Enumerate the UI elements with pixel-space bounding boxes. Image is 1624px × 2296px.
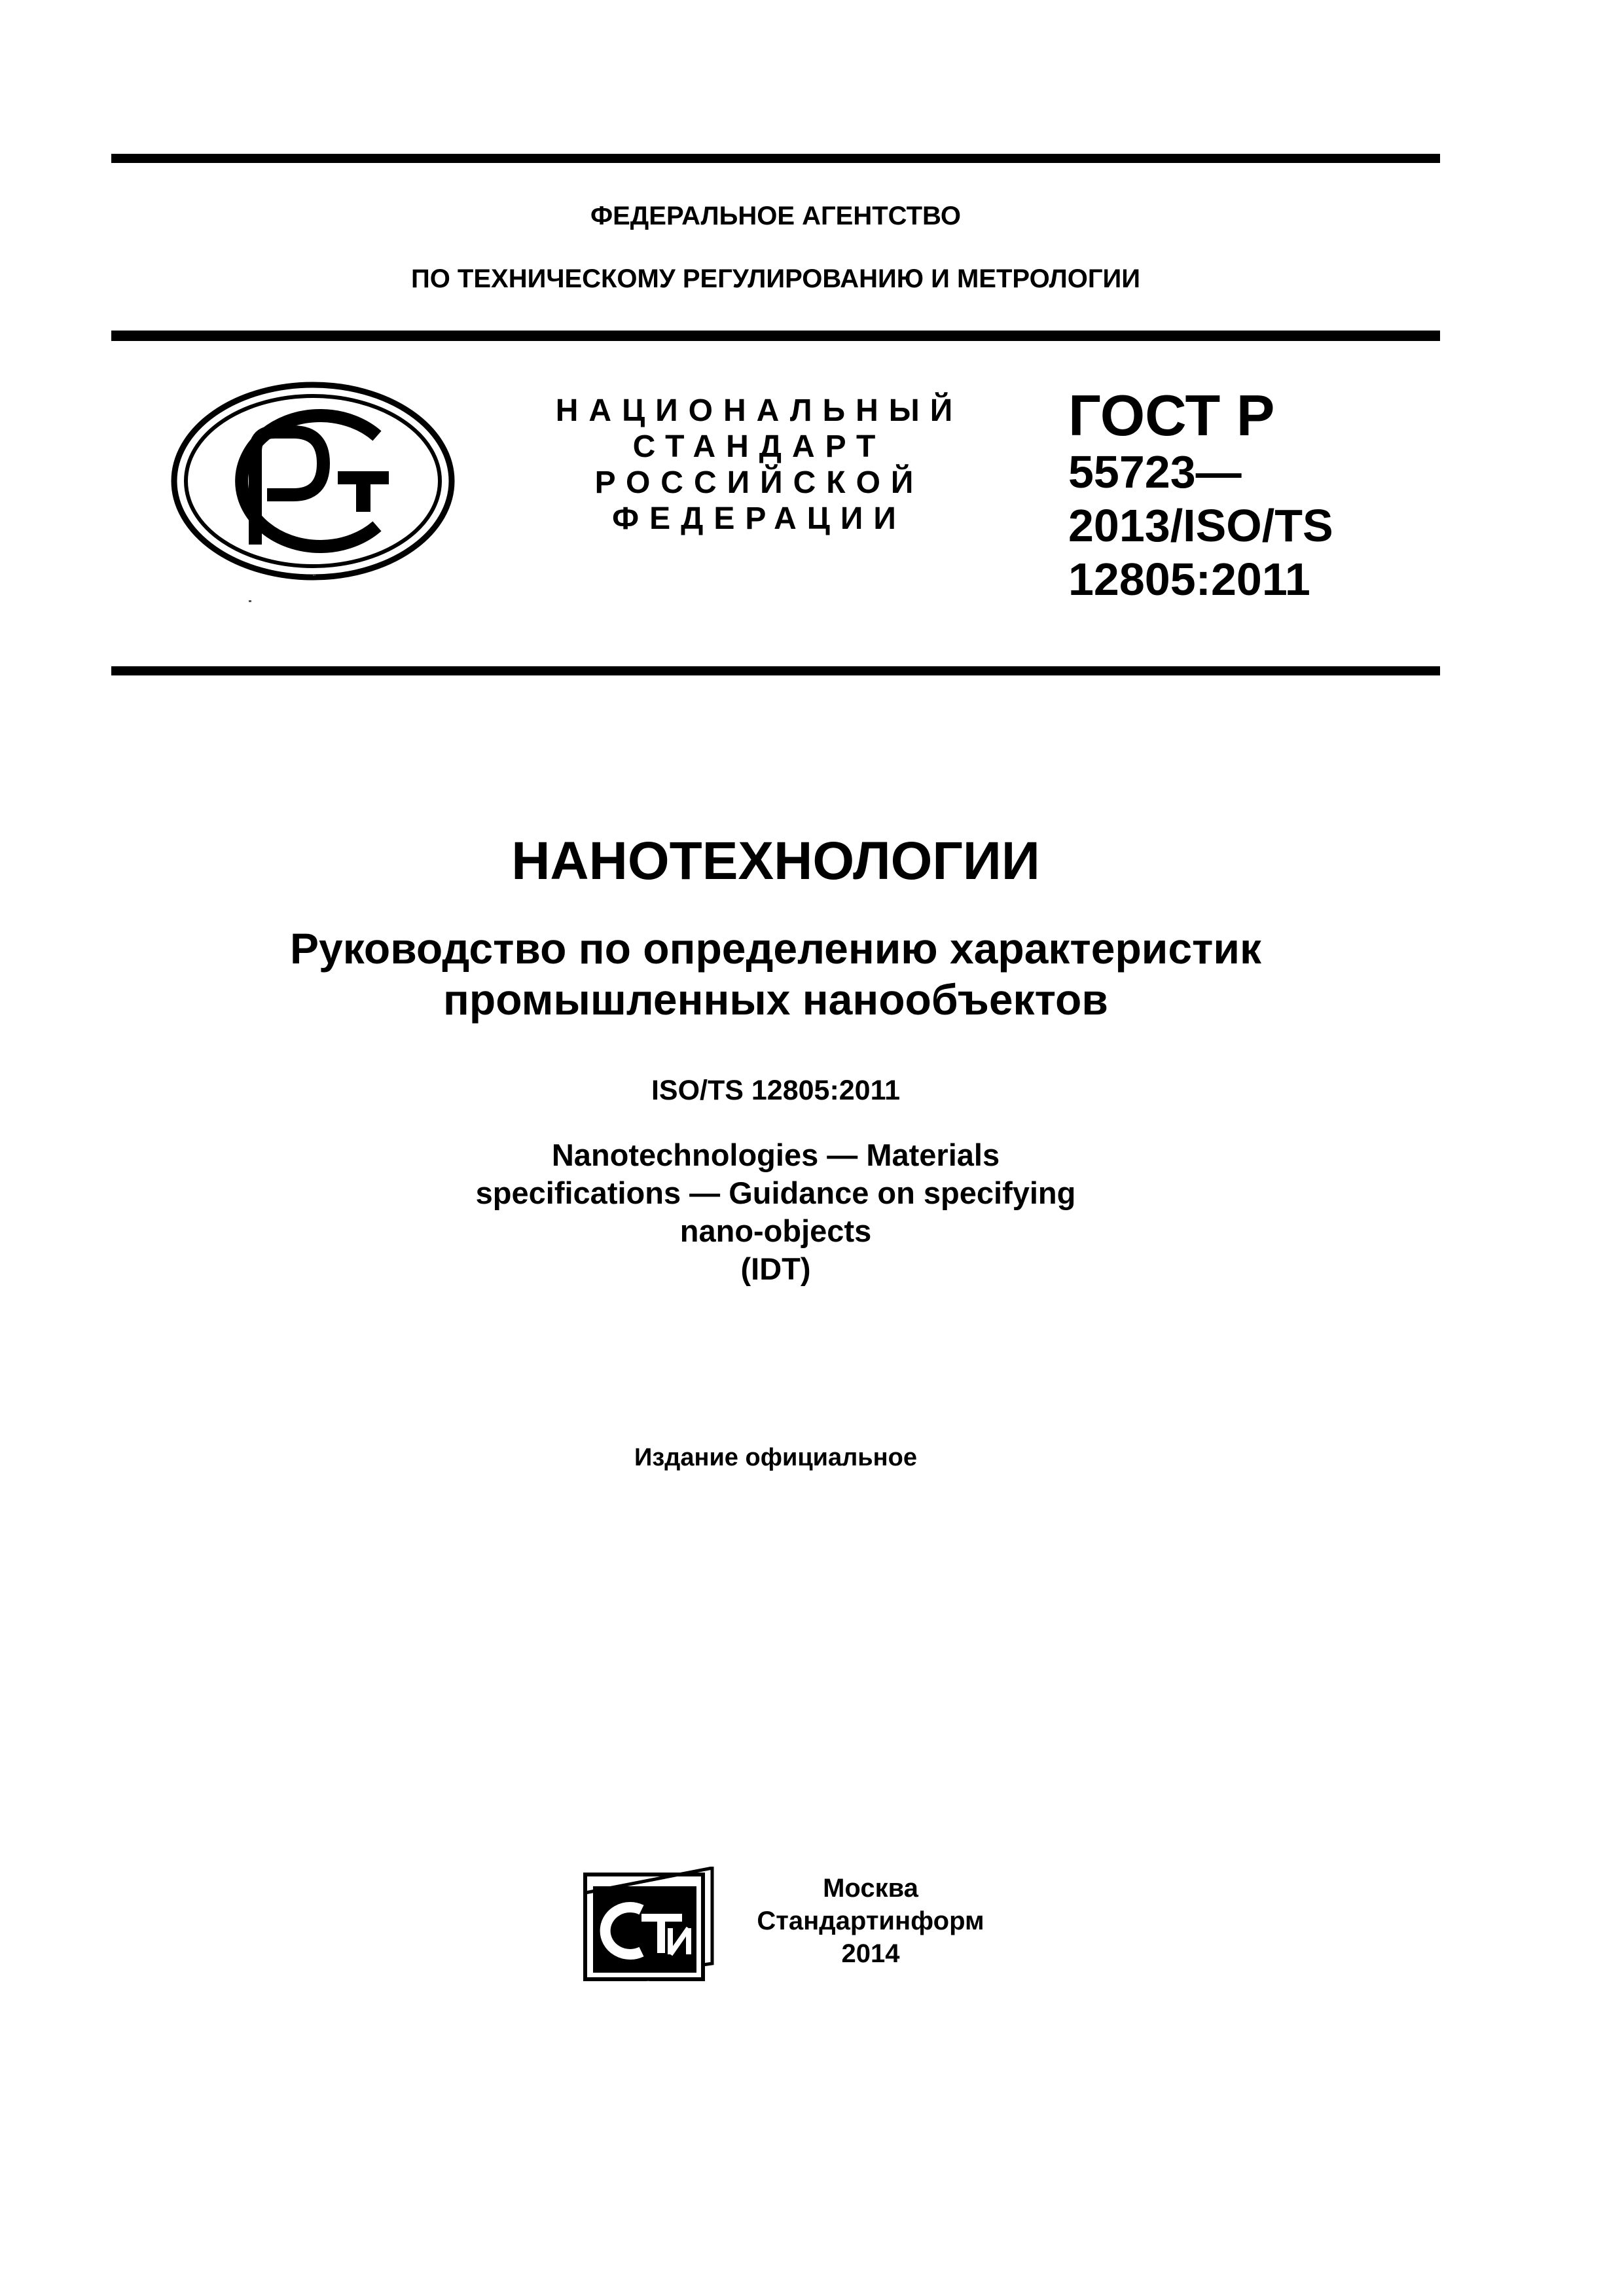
english-line-3: nano-objects	[679, 1213, 872, 1248]
subtitle-line-1: Руководство по определению характеристик	[289, 924, 1261, 973]
national-line-4: ФЕДЕРАЦИИ	[612, 501, 907, 536]
top-rule	[111, 154, 1440, 163]
agency-line-2: ПО ТЕХНИЧЕСКОМУ РЕГУЛИРОВАНИЮ И МЕТРОЛОГИИ	[410, 264, 1141, 293]
english-line-1: Nanotechnologies — Materials	[551, 1138, 1000, 1172]
gost-line-2: 55723—	[1068, 446, 1242, 497]
national-standard-label	[543, 393, 975, 537]
publisher-info	[720, 1872, 1021, 1970]
publisher-city: Москва	[823, 1874, 918, 1903]
gost-line-4: 12805:2011	[1068, 554, 1310, 605]
scan-speck	[249, 600, 251, 602]
gost-line-1: ГОСТ Р	[1068, 383, 1275, 448]
subtitle-line-2: промышленных нанообъектов	[443, 975, 1108, 1024]
english-line-4: (IDT)	[740, 1251, 811, 1286]
header-bottom-rule	[111, 666, 1440, 675]
national-line-2: СТАНДАРТ	[632, 429, 886, 464]
national-line-3: РОССИЙСКОЙ	[594, 465, 924, 500]
agency-line-1: ФЕДЕРАЛЬНОЕ АГЕНТСТВО	[590, 202, 962, 230]
iso-reference: ISO/TS 12805:2011	[651, 1075, 901, 1106]
header-rule	[111, 331, 1440, 341]
edition-label: Издание официальное	[634, 1444, 917, 1471]
publication-year: 2014	[841, 1939, 900, 1968]
national-line-1: НАЦИОНАЛЬНЫЙ	[555, 393, 964, 428]
rst-emblem-icon	[169, 380, 457, 583]
gost-number	[1068, 383, 1409, 606]
page-title: НАНОТЕХНОЛОГИИ	[511, 831, 1040, 891]
rst-emblem-text: РСТ	[313, 575, 316, 577]
standartinform-logo-text: СТИ	[647, 1981, 650, 1982]
russian-subtitle	[111, 923, 1440, 1025]
gost-line-3: 2013/ISO/TS	[1068, 500, 1333, 551]
standartinform-logo-icon	[581, 1867, 717, 1984]
english-title	[111, 1136, 1440, 1288]
publisher-name: Стандартинформ	[757, 1907, 984, 1935]
english-line-2: specifications — Guidance on specifying	[475, 1175, 1076, 1210]
